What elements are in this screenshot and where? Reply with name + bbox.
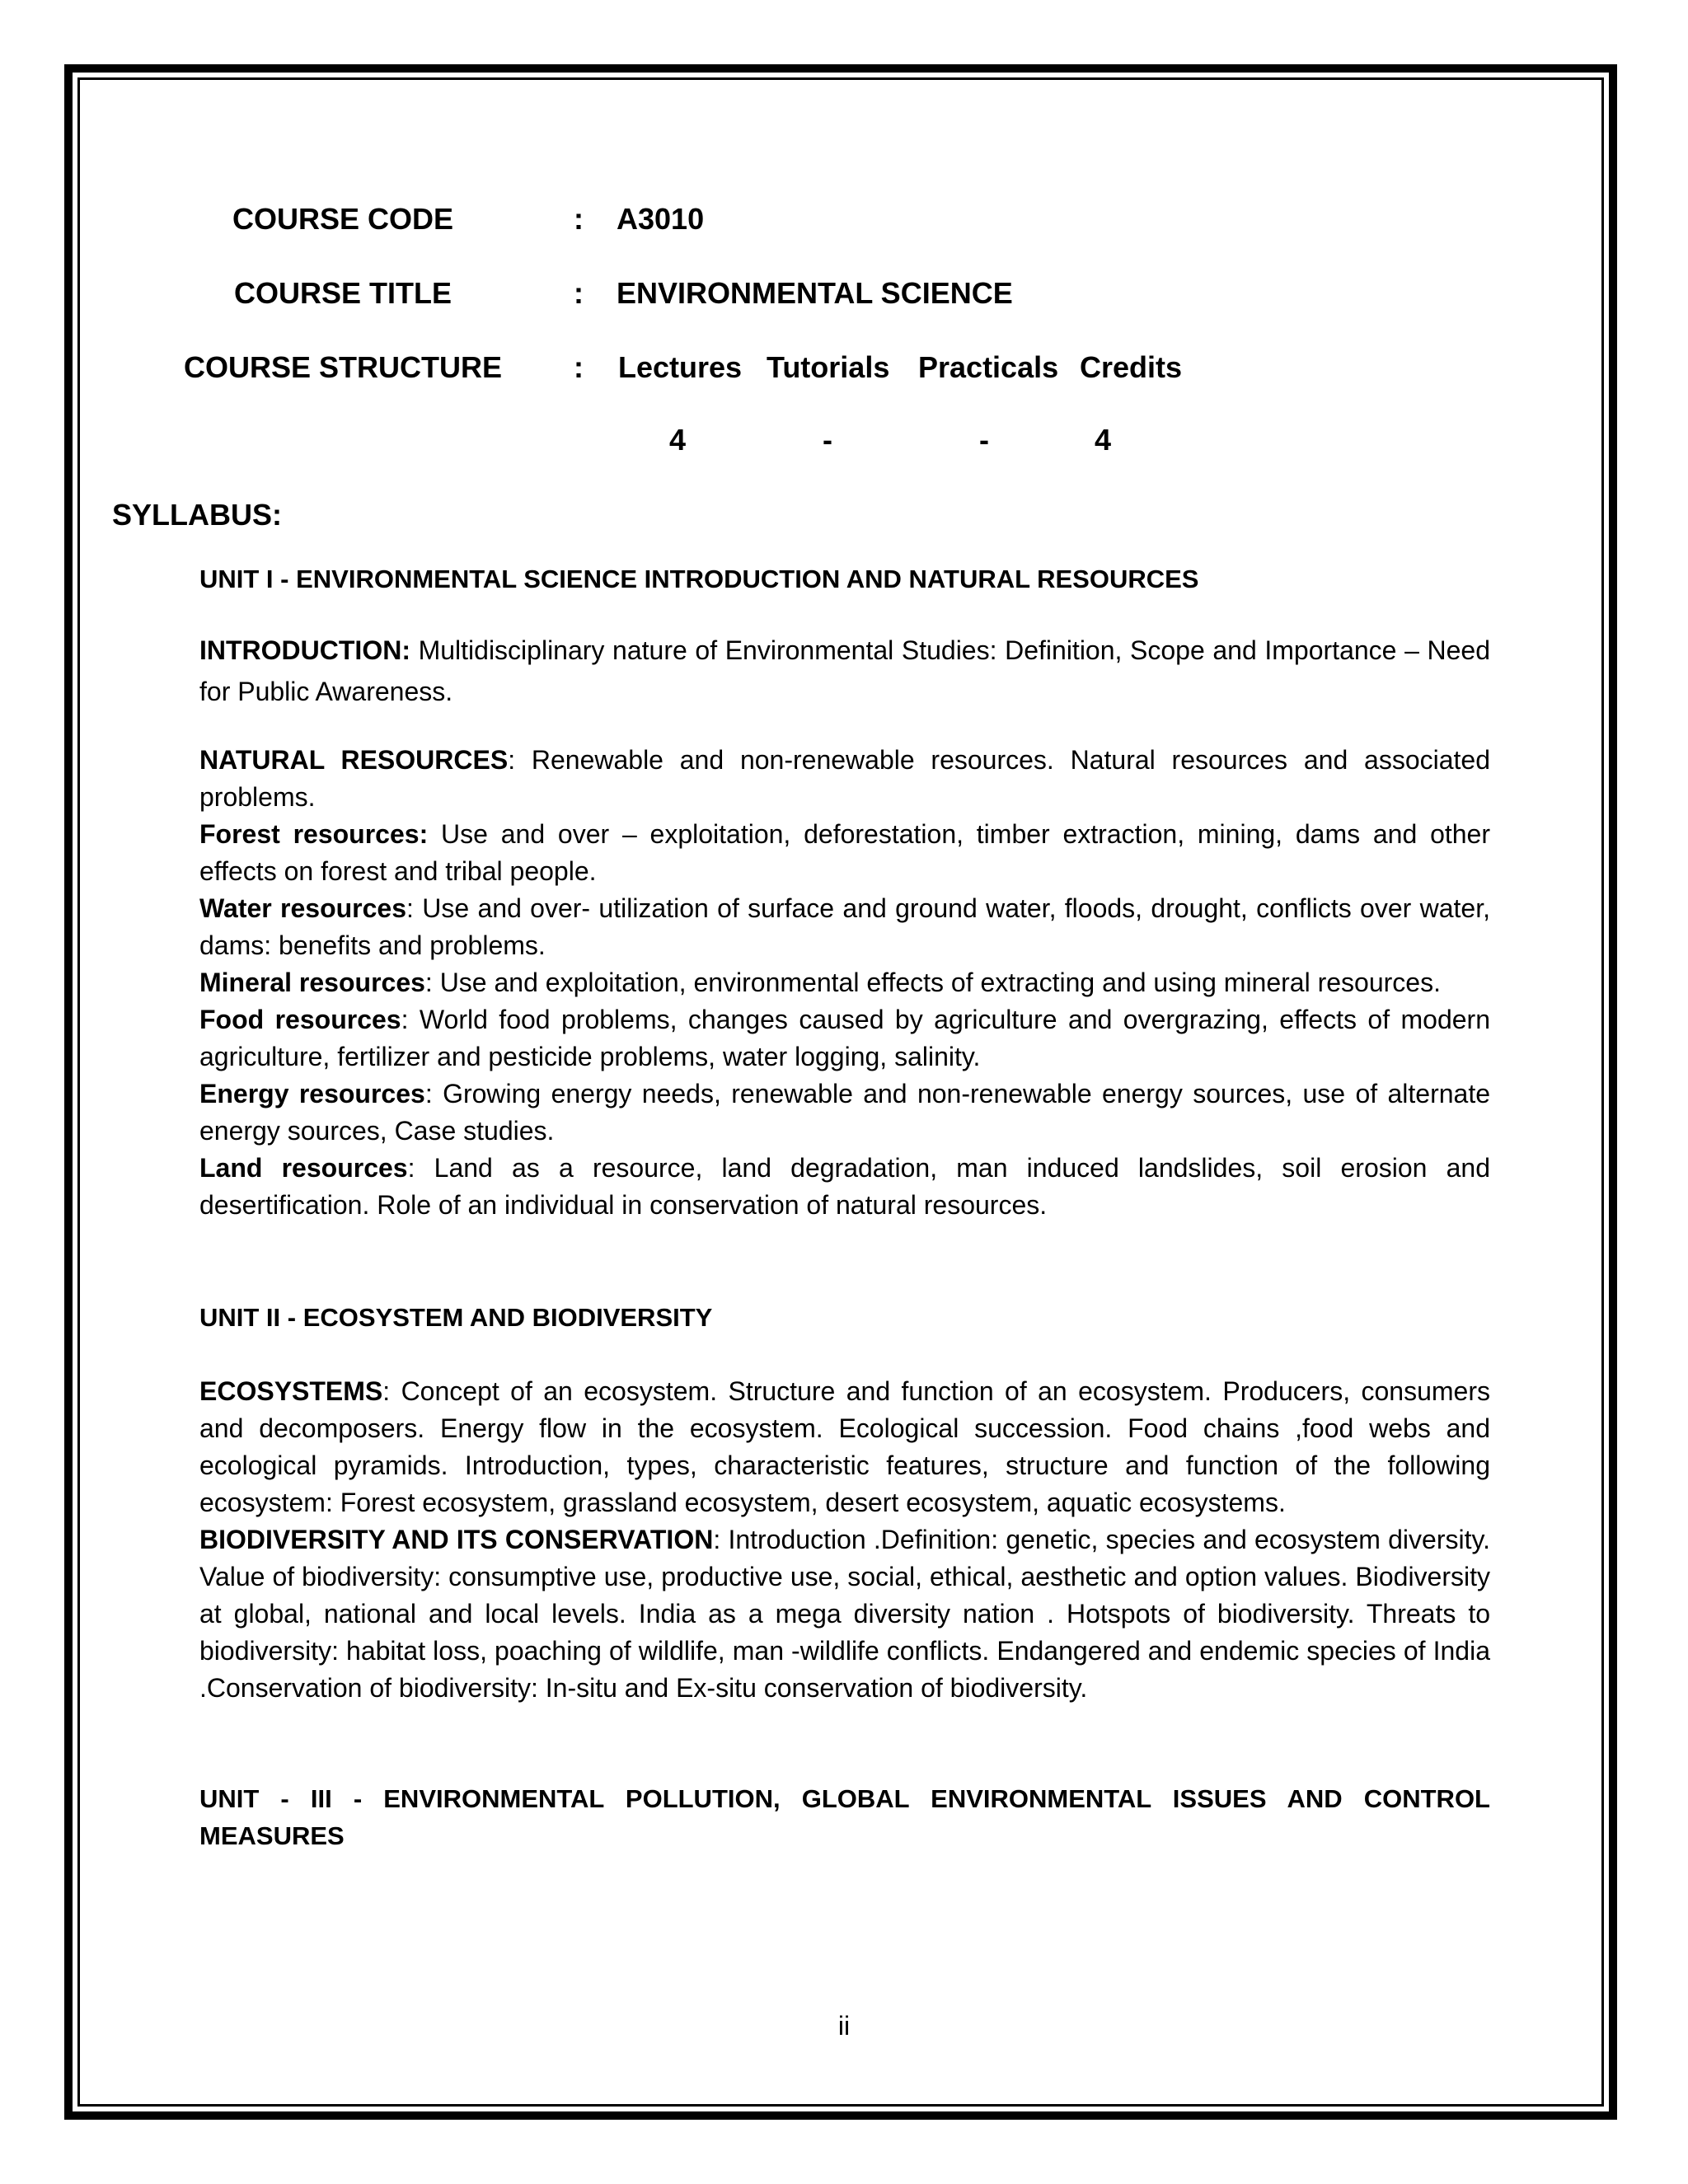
biodiversity-term: BIODIVERSITY AND ITS CONSERVATION [199, 1525, 714, 1554]
course-title-value: ENVIRONMENTAL SCIENCE [617, 276, 1013, 310]
ecosystems-term: ECOSYSTEMS [199, 1376, 383, 1406]
structure-header-credits: Credits [1080, 350, 1183, 384]
unit-3-title: UNIT - III - ENVIRONMENTAL POLLUTION, GLOBAL ENVIRONMENTAL ISSUES AND CONTROL MEASURES [199, 1784, 1490, 1850]
course-structure-colon: : [574, 350, 584, 384]
structure-value-practicals: - [979, 423, 989, 457]
natural-resources-text: : Renewable and non-renewable resources. Natural resources and associated problems. [199, 745, 1491, 812]
mineral-resources-term: Mineral resources [199, 968, 425, 997]
land-resources-text: : Land as a resource, land degradation, man induced landslides, soil erosion and desertification. Role of an individual in conservation of natural resources. [199, 1153, 1491, 1220]
structure-value-credits: 4 [1094, 423, 1112, 457]
forest-resources-term: Forest resources: [199, 819, 429, 849]
page-number: ii [837, 2011, 851, 2041]
course-title-colon: : [574, 276, 584, 310]
water-resources-term: Water resources [199, 893, 407, 923]
natural-resources-paragraph [199, 742, 1490, 816]
course-code-label: COURSE CODE [232, 202, 454, 236]
structure-value-tutorials: - [823, 423, 832, 457]
structure-header-practicals: Practicals [918, 350, 1059, 384]
unit-2-title-block [199, 1299, 1490, 1336]
energy-resources-paragraph [199, 1076, 1490, 1150]
water-resources-text: : Use and over- utilization of surface and ground water, floods, drought, conflicts over water, dams: benefits and problems. [199, 893, 1491, 960]
introduction-term: INTRODUCTION: [199, 635, 410, 665]
unit-3-title-block [199, 1780, 1490, 1854]
energy-resources-term: Energy resources [199, 1079, 425, 1108]
energy-resources-text: : Growing energy needs, renewable and non-renewable energy sources, use of alternate energy sources, Case studies. [199, 1079, 1491, 1146]
unit-1-introduction [199, 630, 1490, 712]
land-resources-term: Land resources [199, 1153, 408, 1183]
structure-header-lectures: Lectures [618, 350, 743, 384]
structure-value-lectures: 4 [668, 423, 687, 457]
forest-resources-paragraph [199, 816, 1490, 890]
unit-1-resources [199, 742, 1490, 1224]
ecosystems-paragraph [199, 1373, 1490, 1521]
course-title-label: COURSE TITLE [233, 276, 452, 310]
syllabus-heading: SYLLABUS: [112, 498, 282, 532]
forest-resources-text: Use and over – exploitation, deforestation, timber extraction, mining, dams and other effects on forest and tribal people. [199, 819, 1491, 886]
ecosystems-text: : Concept of an ecosystem. Structure and function of an ecosystem. Producers, consumers and decomposers. Energy flow in the ecosystem. Ecological succession. Food chains ,food webs and ecological pyramids. Introduction, types, characteristic features, structure and function of the following ecosystem: Forest ecosystem, grassland ecosystem, desert ecosystem, aquatic ecosystems. [199, 1376, 1490, 1517]
unit-2-body [199, 1373, 1490, 1707]
natural-resources-term: NATURAL RESOURCES [199, 745, 509, 775]
unit-1-title: UNIT I - ENVIRONMENTAL SCIENCE INTRODUCTION AND NATURAL RESOURCES [199, 565, 1199, 593]
structure-header-tutorials: Tutorials [767, 350, 890, 384]
mineral-resources-paragraph [199, 964, 1490, 1001]
course-code-value: A3010 [617, 202, 705, 236]
course-structure-label: COURSE STRUCTURE [183, 350, 502, 384]
course-code-colon: : [574, 202, 584, 236]
water-resources-paragraph [199, 890, 1490, 964]
food-resources-term: Food resources [199, 1005, 401, 1034]
unit-1-title-block [199, 560, 1490, 598]
land-resources-paragraph [199, 1150, 1490, 1224]
biodiversity-text: : Introduction .Definition: genetic, species and ecosystem diversity. Value of biodiversity: consumptive use, productive use, social, ethical, aesthetic and option values. Biodiversity at global, national and local levels. India as a mega diversity nation . Hotspots of biodiversity. Threats to biodiversity: habitat loss, poaching of wildlife, man -wildlife conflicts. Endangered and endemic species of India .Conservation of biodiversity: In-situ and Ex-situ conservation of biodiversity. [199, 1525, 1491, 1703]
unit-2-title: UNIT II - ECOSYSTEM AND BIODIVERSITY [199, 1303, 713, 1332]
biodiversity-paragraph [199, 1521, 1490, 1707]
mineral-resources-text: : Use and exploitation, environmental effects of extracting and using mineral resources. [424, 968, 1441, 997]
food-resources-text: : World food problems, changes caused by agriculture and overgrazing, effects of modern agriculture, fertilizer and pesticide problems, water logging, salinity. [199, 1005, 1491, 1071]
food-resources-paragraph [199, 1001, 1490, 1076]
introduction-text: Multidisciplinary nature of Environmental Studies: Definition, Scope and Importance – Need for Public Awareness. [199, 635, 1490, 706]
